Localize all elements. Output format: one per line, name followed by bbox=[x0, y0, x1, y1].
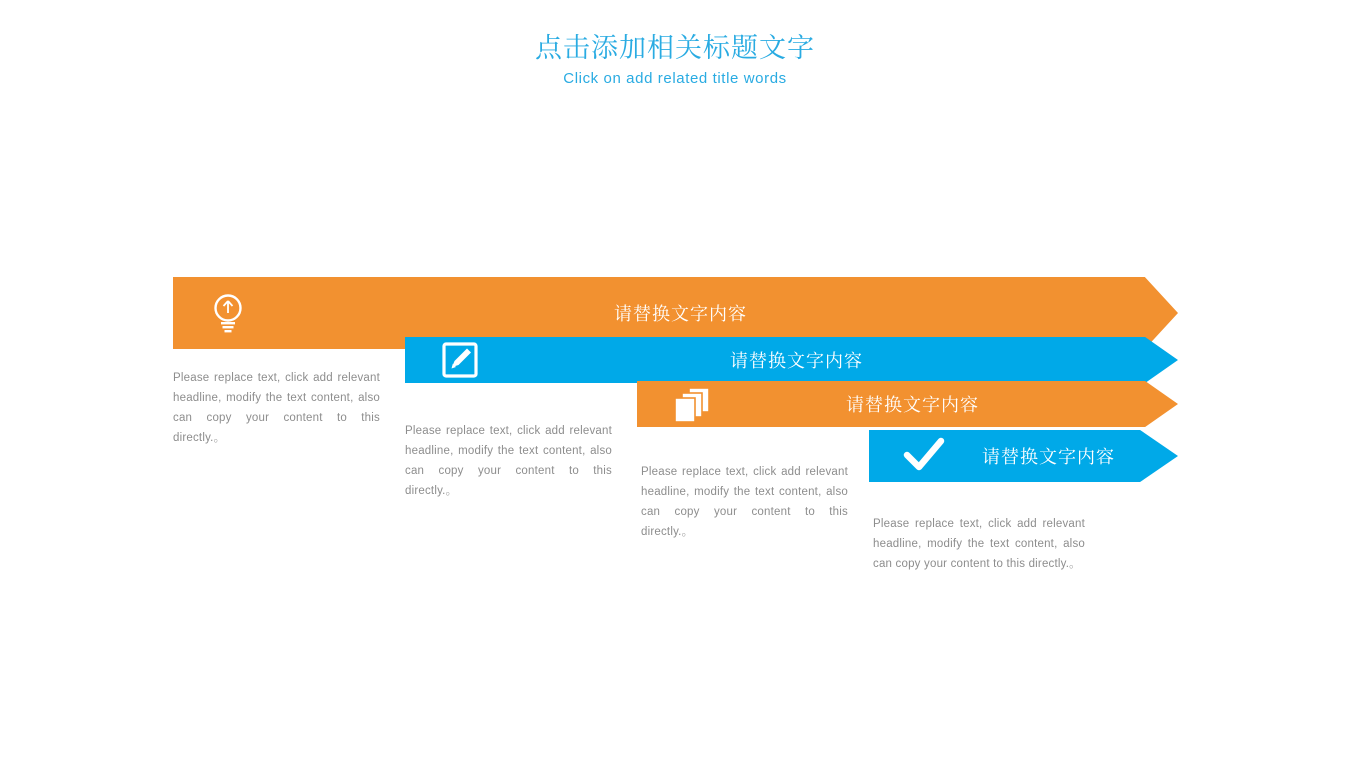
checkmark-icon bbox=[869, 436, 979, 476]
arrow-title-4: 请替换文字内容 bbox=[982, 447, 1115, 467]
arrow-content-3 bbox=[637, 381, 1178, 427]
arrow-row-4[interactable] bbox=[869, 430, 1178, 482]
checkmark-icon-svg bbox=[901, 436, 947, 476]
page-title-cn: 点击添加相关标题文字 bbox=[535, 33, 815, 63]
page-title-en: Click on add related title words bbox=[563, 70, 787, 87]
lightbulb-icon-svg bbox=[208, 291, 248, 335]
arrow-caption-3: Please replace text, click add relevant headline, modify the text content, also can copy your content to this directly.。 bbox=[641, 466, 848, 538]
arrow-caption-4: Please replace text, click add relevant headline, modify the text content, also can copy your content to this directly.。 bbox=[873, 518, 1085, 570]
arrow-title-2: 请替换文字内容 bbox=[730, 351, 863, 371]
arrow-content-2 bbox=[405, 337, 1178, 383]
arrow-caption-1: Please replace text, click add relevant headline, modify the text content, also can copy your content to this directly.。 bbox=[173, 372, 380, 444]
title-block bbox=[0, 30, 1350, 90]
arrow-title-3: 请替换文字内容 bbox=[846, 395, 979, 415]
arrow-content-4 bbox=[869, 430, 1178, 482]
arrow-row-3[interactable] bbox=[637, 381, 1178, 427]
layers-copy-icon-svg bbox=[669, 384, 715, 424]
layers-copy-icon bbox=[637, 384, 747, 424]
arrow-caption-2: Please replace text, click add relevant headline, modify the text content, also can copy your content to this directly.。 bbox=[405, 425, 612, 497]
arrow-row-2[interactable] bbox=[405, 337, 1178, 383]
arrow-title-1: 请替换文字内容 bbox=[614, 304, 747, 324]
pencil-edit-icon-svg bbox=[438, 340, 482, 380]
pencil-edit-icon bbox=[405, 340, 515, 380]
lightbulb-icon bbox=[173, 291, 283, 335]
